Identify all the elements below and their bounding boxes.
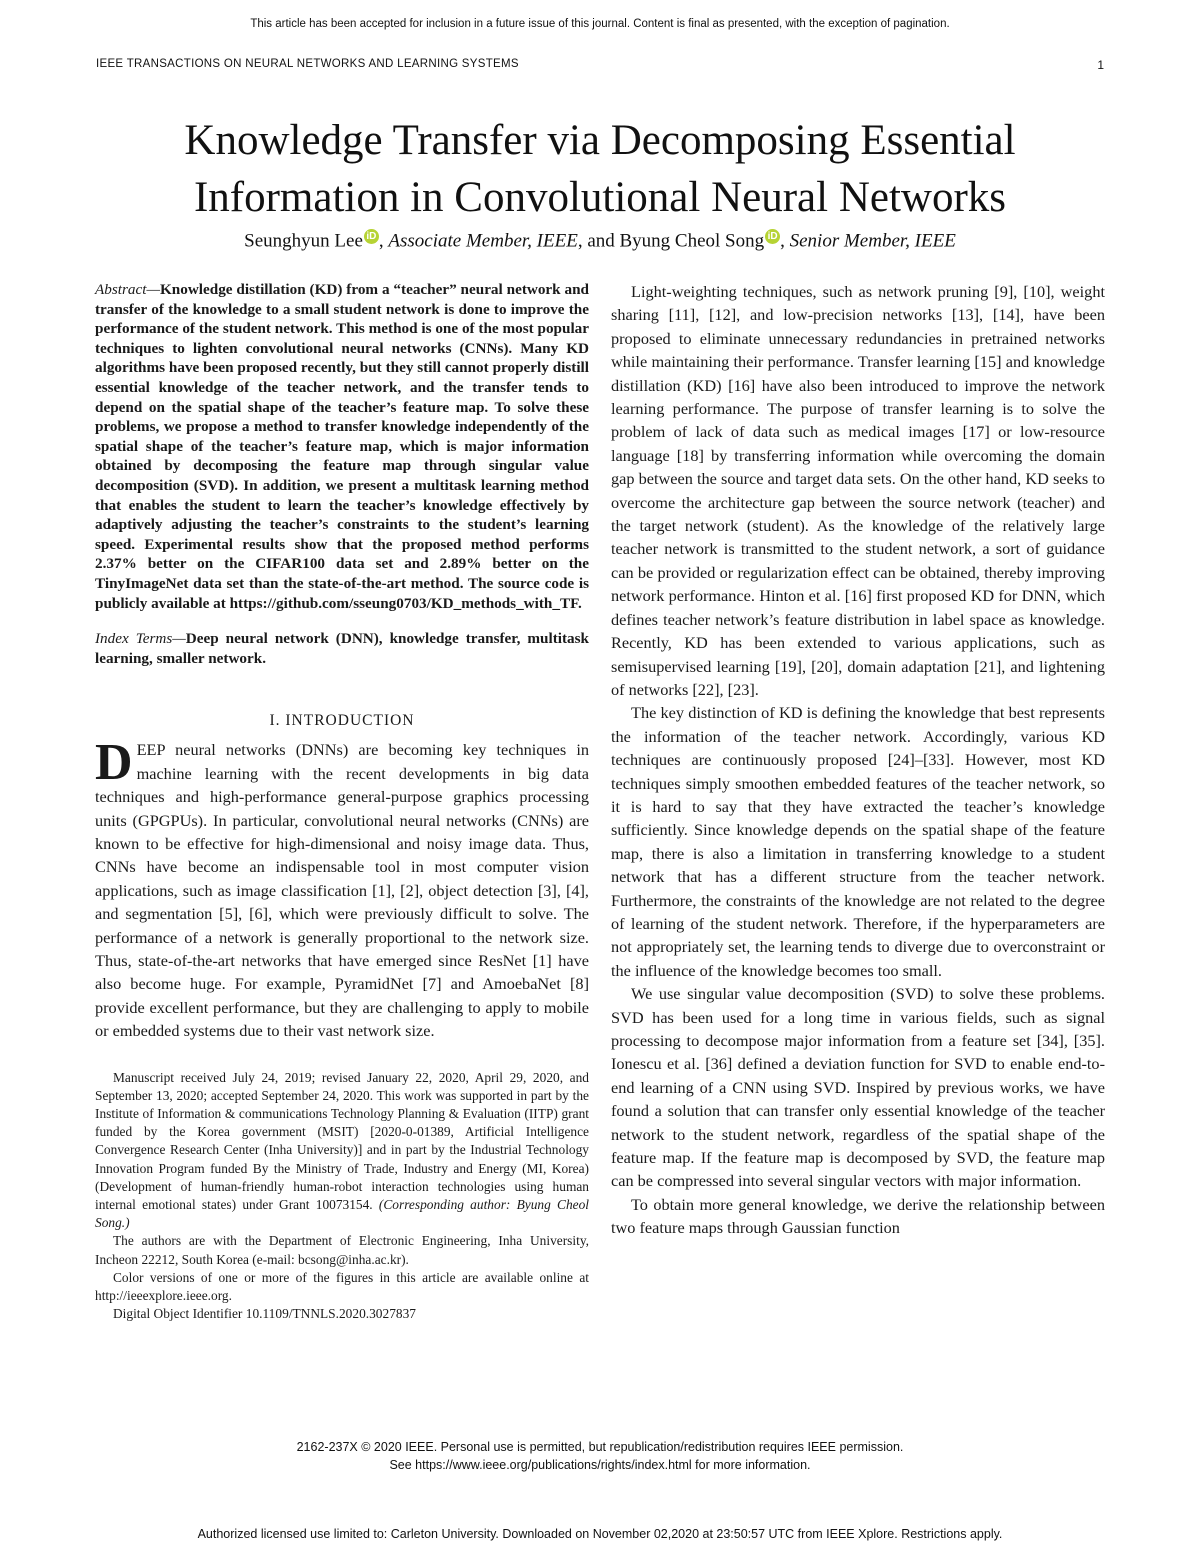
footnote-doi: Digital Object Identifier 10.1109/TNNLS.2020.3027837 (113, 1306, 416, 1322)
author-name-1: Seunghyun Lee (244, 230, 363, 252)
paragraph: Light-weighting techniques, such as network pruning [9], [10], weight sharing [11], [12], and low-precision networks [13], [14], have been proposed to eliminate unnecessary redundancies in pretrained networks while maintaining their performance. Transfer learning [15] and knowledge distillation (KD) [16] have also been introduced to improve the network learning performance. The purpose of transfer learning is to solve the problem of lack of data such as medical images [17] or low-resource language [18] by transferring information while overcoming the domain gap between the source and target data sets. On the other hand, KD seeks to overcome the architecture gap between the source network (teacher) and the target network (student). As the knowledge of the relatively large teacher network is transmitted to the student network, a sort of guidance can be provided or regularization effect can be obtained, thereby improving network performance. Hinton et al. [16] first proposed KD for DNN, which defines teacher network’s feature distribution in label space as knowledge. Recently, KD has been extended to various applications, such as semisupervised learning [19], [20], domain adaptation [21], and lightening of networks [22], [23]. (611, 282, 1105, 699)
abstract-label: Abstract— (95, 281, 160, 298)
orcid-icon[interactable]: iD (765, 229, 780, 244)
author-role-1: Associate Member, IEEE (388, 230, 578, 252)
title-line-1: Knowledge Transfer via Decomposing Essential (184, 117, 1016, 164)
author-name-2: Byung Cheol Song (619, 230, 765, 252)
footnote-manuscript (95, 1069, 589, 1233)
copyright-line-2: See https://www.ieee.org/publications/rights/index.html for more information. (389, 1458, 811, 1472)
license-notice: Authorized licensed use limited to: Carleton University. Downloaded on November 02,2020 at 23:50:57 UTC from IEEE Xplore. Restrictions apply. (197, 1527, 1003, 1541)
author-list: Seunghyun Lee iD , Associate Member, IEEE, and Byung Cheol Song iD , Senior Member, IEEE (244, 230, 956, 252)
footnote-affiliation: The authors are with the Department of Electronic Engineering, Inha University, Incheon 22212, South Korea (e-mail: bcsong@inha.ac.kr). (95, 1233, 589, 1267)
paper-title (0, 112, 1200, 226)
title-line-2: Information in Convolutional Neural Networks (193, 174, 1007, 221)
drop-cap: D (95, 734, 133, 792)
intro-paragraph (95, 734, 589, 1042)
right-column-body (611, 280, 1105, 1240)
acceptance-banner: This article has been accepted for inclusion in a future issue of this journal. Content is final as presented, with the exception of pagination. (250, 18, 950, 30)
paragraph: To obtain more general knowledge, we derive the relationship between two feature maps through Gaussian function (611, 1194, 1105, 1238)
section-heading-introduction: I. INTRODUCTION (269, 712, 415, 730)
right-column (611, 280, 1105, 1240)
paragraph: The key distinction of KD is defining the knowledge that best represents the information of the teacher network. Accordingly, various KD techniques are continuously proposed [24]–[33]. However, most KD techniques simply smoothen embedded features of the teacher network, so it is hard to say that they have extracted the teacher’s knowledge sufficiently. Since knowledge depends on the spatial shape of the feature map, there is also a limitation in transferring knowledge to a student network that has a different structure from the teacher network. Furthermore, the constraints of the knowledge are not related to the degree of learning of the student network. Therefore, if the hyperparameters are not appropriately set, the learning tends to diverge due to overconstraint or the influence of the knowledge becomes too small. (611, 703, 1105, 980)
running-head: IEEE TRANSACTIONS ON NEURAL NETWORKS AND LEARNING SYSTEMS (96, 58, 519, 70)
author-role-2: Senior Member, IEEE (789, 230, 956, 252)
author-joiner: , and (577, 230, 620, 252)
left-column (95, 280, 589, 1323)
abstract (95, 280, 589, 613)
footnote-corresponding: (Corresponding author: Byung Cheol Song.) (95, 1196, 589, 1231)
abstract-text: Knowledge distillation (KD) from a “teacher” neural network and transfer of the knowledge to a small student network is done to improve the performance of the student network. This method is one of the most popular techniques to lighten convolutional neural networks (CNNs). Many KD algorithms have been proposed recently, but they still cannot properly distill essential knowledge of the teacher network, and the transfer tends to depend on the spatial shape of the teacher’s feature map. To solve these problems, we propose a method to transfer knowledge independently of the spatial shape of the teacher’s feature map, which is major information obtained by decomposing the feature map through singular value decomposition (SVD). In addition, we present a multitask learning method that enables the student to learn the teacher’s knowledge effectively by adaptively adjusting the teacher’s constraints to the student’s learning speed. Experimental results show that the proposed method performs 2.37% better on the CIFAR100 data set and 2.89% better on the TinyImageNet data set than the state-of-the-art method. The source code is publicly available at https://github.com/sseung0703/KD_methods_with_TF. (95, 281, 589, 612)
index-terms-text: Deep neural network (DNN), knowledge transfer, multitask learning, smaller network. (95, 630, 590, 667)
paragraph: We use singular value decomposition (SVD) to solve these problems. SVD has been used for a long time in various fields, such as signal processing to decompose major information from a feature set [34], [35]. Ionescu et al. [36] defined a deviation function for SVD to enable end-to-end learning of a CNN using SVD. Inspired by previous works, we have found a solution that can transfer only essential knowledge of the teacher network to the student network, regardless of the spatial shape of the feature map. If the feature map is decomposed by SVD, the feature map can be compressed into several singular vectors with major information. (611, 984, 1105, 1191)
footnotes (95, 1069, 589, 1324)
index-terms (95, 629, 589, 668)
index-terms-label: Index Terms— (95, 630, 186, 648)
footnote-color: Color versions of one or more of the figures in this article are available online at http://ieeexplore.ieee.org. (95, 1269, 589, 1303)
copyright-notice (0, 1438, 1200, 1474)
orcid-icon[interactable]: iD (364, 229, 379, 244)
footnote-manuscript-text: Manuscript received July 24, 2019; revised January 22, 2020, April 29, 2020, and September 13, 2020; accepted September 24, 2020. This work was supported in part by the Institute of Information & communications Technology Planning & Evaluation (IITP) grant funded by the Korea government (MSIT) [2020-0-01389, Artificial Intelligence Convergence Research Center (Inha University)] and in part by the Industrial Technology Innovation Program funded By the Ministry of Trade, Industry and Energy (MI, Korea) (Development of human-friendly human-robot interaction technologies using human internal emotional states) under Grant 10073154. (95, 1069, 589, 1212)
page-number: 1 (1097, 58, 1104, 72)
introduction-body (95, 734, 589, 1042)
copyright-line-1: 2162-237X © 2020 IEEE. Personal use is permitted, but republication/redistribution requires IEEE permission. (296, 1440, 904, 1454)
intro-paragraph-text: EEP neural networks (DNNs) are becoming key techniques in machine learning with the recent developments in big data techniques and high-performance general-purpose graphics processing units (GPGPUs). In particular, convolutional neural networks (CNNs) are known to be effective for high-dimensional and noisy image data. Thus, CNNs have become an indispensable tool in most computer vision applications, such as image classification [1], [2], object detection [3], [4], and segmentation [5], [6], which were previously difficult to solve. The performance of a network is generally proportional to the network size. Thus, state-of-the-art networks that have emerged since ResNet [1] have also become huge. For example, PyramidNet [7] and AmoebaNet [8] provide excellent performance, but they are challenging to apply to mobile or embedded systems due to their vast network size. (95, 740, 589, 1041)
